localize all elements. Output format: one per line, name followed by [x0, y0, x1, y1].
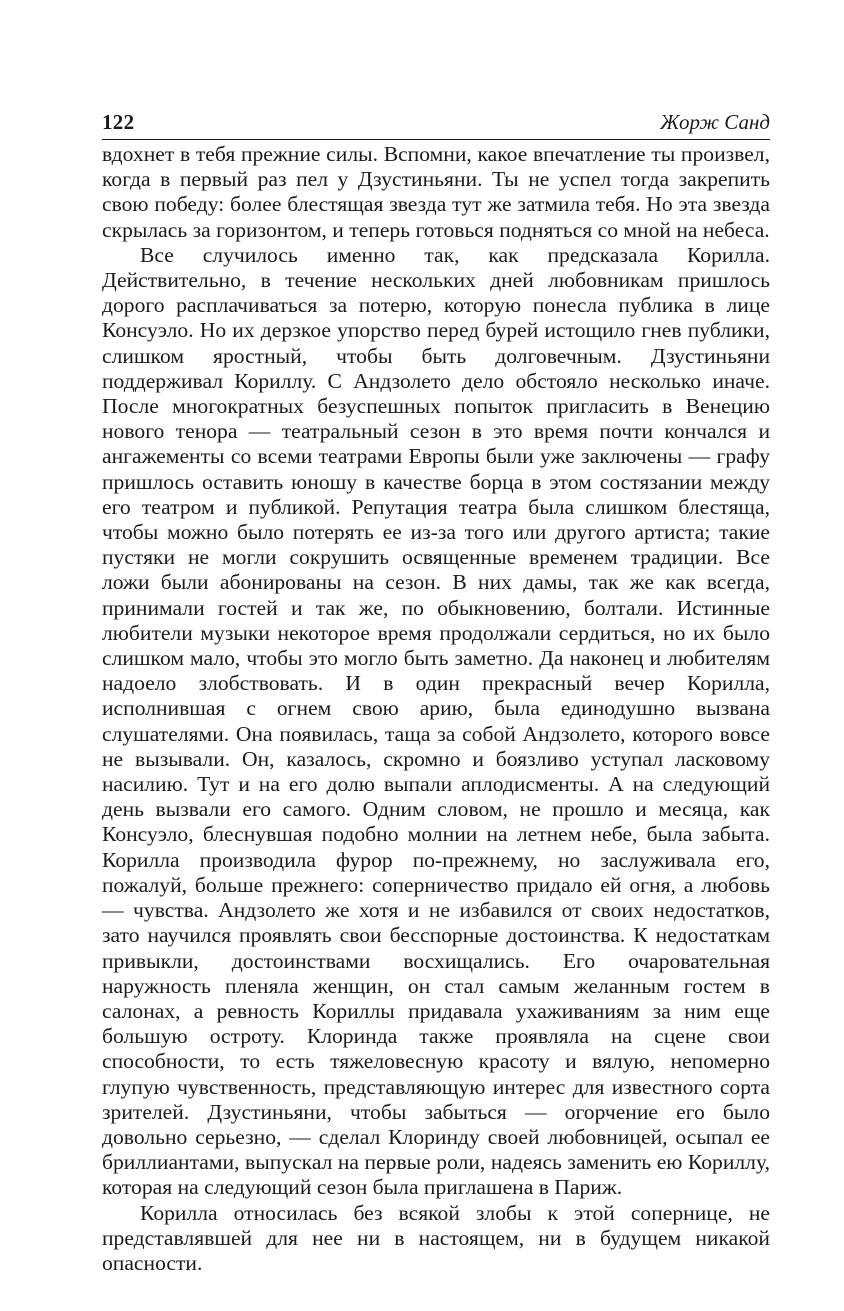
paragraph-2: Все случилось именно так, как предсказала Корилла. Действительно, в течение нескольких дней любовникам пришлось дорого расплачиваться за потерю, которую понесла публика в лице Консуэло. Но их дерзкое упорство перед бурей истощило гнев публики, слишком яростный, чтобы быть долговечным. Дзустиньяни поддерживал Кориллу. С Андзолето дело обстояло несколько иначе. После многократных безуспешных попыток пригласить в Венецию нового тенора — театральный сезон в это время почти кончался и ангажементы со всеми театрами Европы были уже заключены — графу пришлось оставить юношу в качестве борца в этом состязании между его театром и публикой. Репутация театра была слишком блестяща, чтобы можно было потерять ее из-за того или другого артиста; такие пустяки не могли сокрушить освященные временем традиции. Все ложи были абонированы на сезон. В них дамы, так же как всегда, принимали гостей и так же, по обыкновению, болтали. Истинные любители музыки некоторое время продолжали сердиться, но их было слишком мало, чтобы это могло быть заметно. Да наконец и любителям надоело злобствовать. И в один прекрасный вечер Корилла, исполнившая с огнем свою арию, была единодушно вызвана слушателями. Она появилась, таща за собой Андзолето, которого вовсе не вызывали. Он, казалось, скромно и боязливо уступал ласковому насилию. Тут и на его долю выпали аплодисменты. А на следующий день вызвали его самого. Одним словом, не прошло и месяца, как Консуэло, блеснувшая подобно молнии на летнем небе, была забыта. Корилла производила фурор по-прежнему, но заслуживала его, пожалуй, больше прежнего: соперничество придало ей огня, а любовь — чувства. Андзолето же хотя и не избавился от своих недостатков, зато научился проявлять свои бесспорные достоинства. К недостаткам привыкли, достоинствами восхищались. Его очаровательная наружность пленяла женщин, он стал самым желанным гостем в салонах, а ревность Кориллы придавала ухаживаниям за ним еще большую остроту. Клоринда также проявляла на сцене свои способности, то есть тяжеловесную красоту и вялую, непомерно глупую чувственность, представляющую интерес для известного сорта зрителей. Дзустиньяни, чтобы забыться — огорчение его было довольно серьезно, — сделал Клоринду своей любовницей, осыпал ее бриллиантами, выпускал на первые роли, надеясь заменить ею Кориллу, которая на следующий сезон была приглашена в Париж. [102, 242, 770, 1200]
running-header [102, 108, 770, 140]
page-number: 122 [102, 110, 135, 134]
author-name: Жорж Санд [660, 110, 770, 134]
book-page [102, 108, 770, 1276]
paragraph-1: вдохнет в тебя прежние силы. Вспомни, какое впечатление ты произвел, когда в первый раз пел у Дзустиньяни. Ты не успел тогда закрепить свою победу: более блестящая звезда тут же затмила тебя. Но эта звезда скрылась за горизонтом, и теперь готовься подняться со мной на небеса. [102, 142, 770, 242]
paragraph-3: Корилла относилась без всякой злобы к этой сопернице, не представлявшей для нее ни в настоящем, ни в будущем никакой опасности. [102, 1200, 770, 1275]
body-text [102, 142, 770, 1276]
